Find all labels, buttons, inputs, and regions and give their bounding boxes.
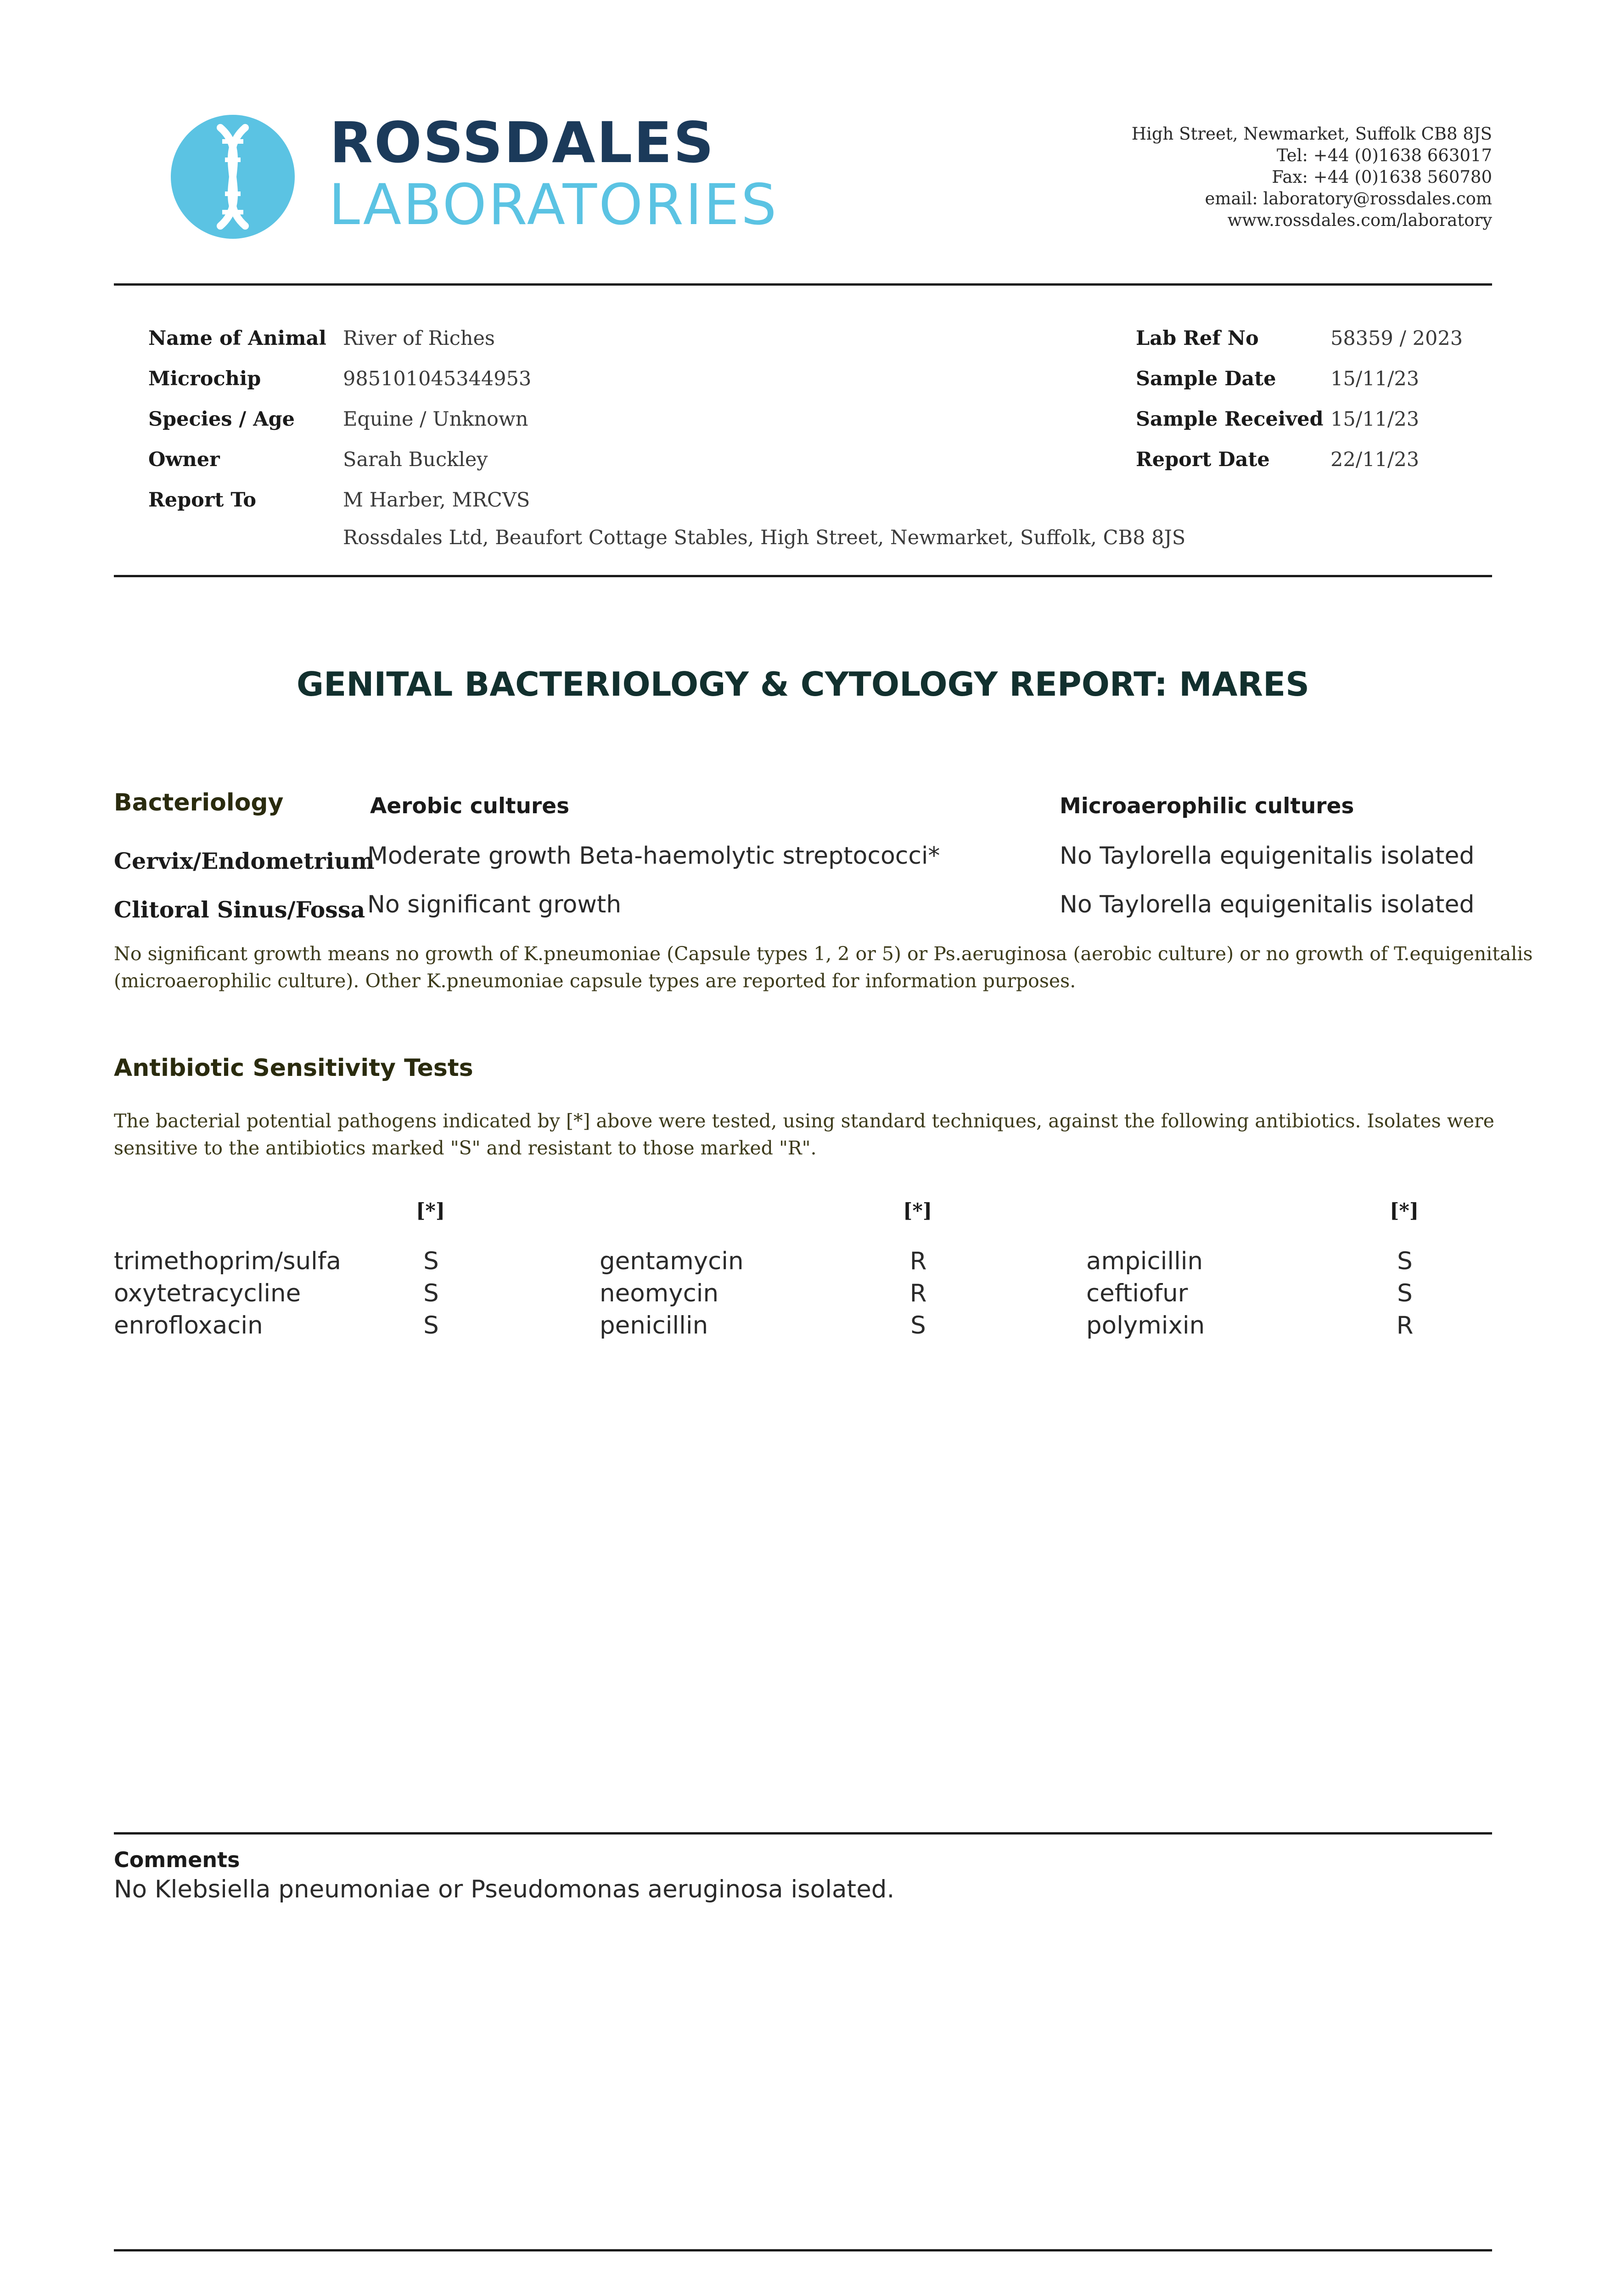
aerobic-result-cervix: Moderate growth Beta-haemolytic streptococci* (367, 842, 940, 870)
report-date-label: Report Date (1136, 448, 1270, 471)
pathogen-marker-col2: [*] (903, 1199, 932, 1222)
sample-received-label: Sample Received (1136, 408, 1324, 431)
bacteriology-note-line1: No significant growth means no growth of K.pneumoniae (Capsule types 1, 2 or 5) or Ps.aeruginosa (aerobic culture) or no growth of T.equigenitalis (114, 943, 1533, 965)
antibiotic-result: S (1397, 1247, 1413, 1275)
report-date-value: 22/11/23 (1330, 448, 1420, 471)
sample-received-value: 15/11/23 (1330, 408, 1420, 431)
contact-block (1132, 123, 1492, 231)
site-cervix-endometrium: Cervix/Endometrium (114, 848, 375, 874)
antibiotic-result: S (423, 1311, 439, 1339)
aerobic-cultures-header: Aerobic cultures (370, 793, 570, 819)
antibiotic-result: S (423, 1279, 439, 1307)
brand-name-line1: ROSSDALES (330, 110, 715, 175)
footer-divider (114, 2249, 1492, 2251)
pathogen-marker-col3: [*] (1390, 1199, 1419, 1222)
micro-result-cervix: No Taylorella equigenitalis isolated (1060, 842, 1475, 870)
lab-ref-label: Lab Ref No (1136, 327, 1259, 350)
species-age-label: Species / Age (148, 408, 295, 431)
site-clitoral-sinus-fossa: Clitoral Sinus/Fossa (114, 896, 365, 923)
animal-name-value: River of Riches (343, 327, 495, 350)
antibiotic-result: S (423, 1247, 439, 1275)
antibiotic-name: gentamycin (600, 1247, 744, 1275)
antibiotic-name: trimethoprim/sulfa (114, 1247, 342, 1275)
aerobic-result-clitoral: No significant growth (367, 891, 622, 918)
bacteriology-note (114, 940, 1533, 995)
comments-heading: Comments (114, 1847, 240, 1872)
antibiotic-intro (114, 1108, 1492, 1162)
contact-address: High Street, Newmarket, Suffolk CB8 8JS (1131, 124, 1492, 144)
antibiotic-intro-line2: sensitive to the antibiotics marked "S" and resistant to those marked "R". (114, 1137, 817, 1159)
report-to-value: M Harber, MRCVS (343, 489, 530, 512)
owner-value: Sarah Buckley (343, 448, 488, 471)
lab-ref-value: 58359 / 2023 (1330, 327, 1463, 350)
antibiotic-name: neomycin (600, 1279, 719, 1307)
dna-logo-icon (171, 115, 295, 239)
contact-tel: Tel: +44 (0)1638 663017 (1276, 146, 1492, 165)
micro-result-clitoral: No Taylorella equigenitalis isolated (1060, 891, 1475, 918)
antibiotic-result: S (910, 1311, 926, 1339)
antibiotic-intro-line1: The bacterial potential pathogens indicated by [*] above were tested, using standard techniques, against the following antibiotics. Isolates were (114, 1110, 1494, 1132)
sample-date-label: Sample Date (1136, 367, 1276, 390)
antibiotic-name: ampicillin (1086, 1247, 1203, 1275)
antibiotic-result: R (909, 1279, 927, 1307)
contact-fax: Fax: +44 (0)1638 560780 (1272, 167, 1492, 187)
report-to-address: Rossdales Ltd, Beaufort Cottage Stables, High Street, Newmarket, Suffolk, CB8 8JS (343, 526, 1186, 549)
sample-date-value: 15/11/23 (1330, 367, 1420, 390)
microchip-value: 985101045344953 (343, 367, 532, 390)
bacteriology-note-line2: (microaerophilic culture). Other K.pneumoniae capsule types are reported for information purposes. (114, 970, 1076, 992)
antibiotic-result: S (1397, 1279, 1413, 1307)
antibiotic-name: enrofloxacin (114, 1311, 263, 1339)
antibiotic-name: oxytetracycline (114, 1279, 301, 1307)
owner-label: Owner (148, 448, 220, 471)
contact-website: www.rossdales.com/laboratory (1227, 210, 1492, 230)
report-title: GENITAL BACTERIOLOGY & CYTOLOGY REPORT: MARES (296, 665, 1310, 703)
antibiotic-heading: Antibiotic Sensitivity Tests (114, 1054, 473, 1082)
contact-email: email: laboratory@rossdales.com (1205, 189, 1492, 208)
report-to-label: Report To (148, 489, 257, 512)
animal-name-label: Name of Animal (148, 327, 326, 350)
details-divider (114, 575, 1492, 577)
species-age-value: Equine / Unknown (343, 408, 528, 431)
brand-name-line2: LABORATORIES (329, 172, 779, 237)
antibiotic-name: penicillin (600, 1311, 708, 1339)
pathogen-marker-col1: [*] (416, 1199, 445, 1222)
microaerophilic-cultures-header: Microaerophilic cultures (1060, 793, 1354, 819)
header-divider (114, 283, 1492, 286)
bacteriology-heading: Bacteriology (114, 789, 284, 816)
antibiotic-result: R (1396, 1311, 1414, 1339)
antibiotic-name: ceftiofur (1086, 1279, 1188, 1307)
microchip-label: Microchip (148, 367, 261, 390)
comments-text: No Klebsiella pneumoniae or Pseudomonas aeruginosa isolated. (114, 1875, 895, 1903)
comments-divider (114, 1832, 1492, 1835)
antibiotic-result: R (909, 1247, 927, 1275)
antibiotic-name: polymixin (1086, 1311, 1205, 1339)
